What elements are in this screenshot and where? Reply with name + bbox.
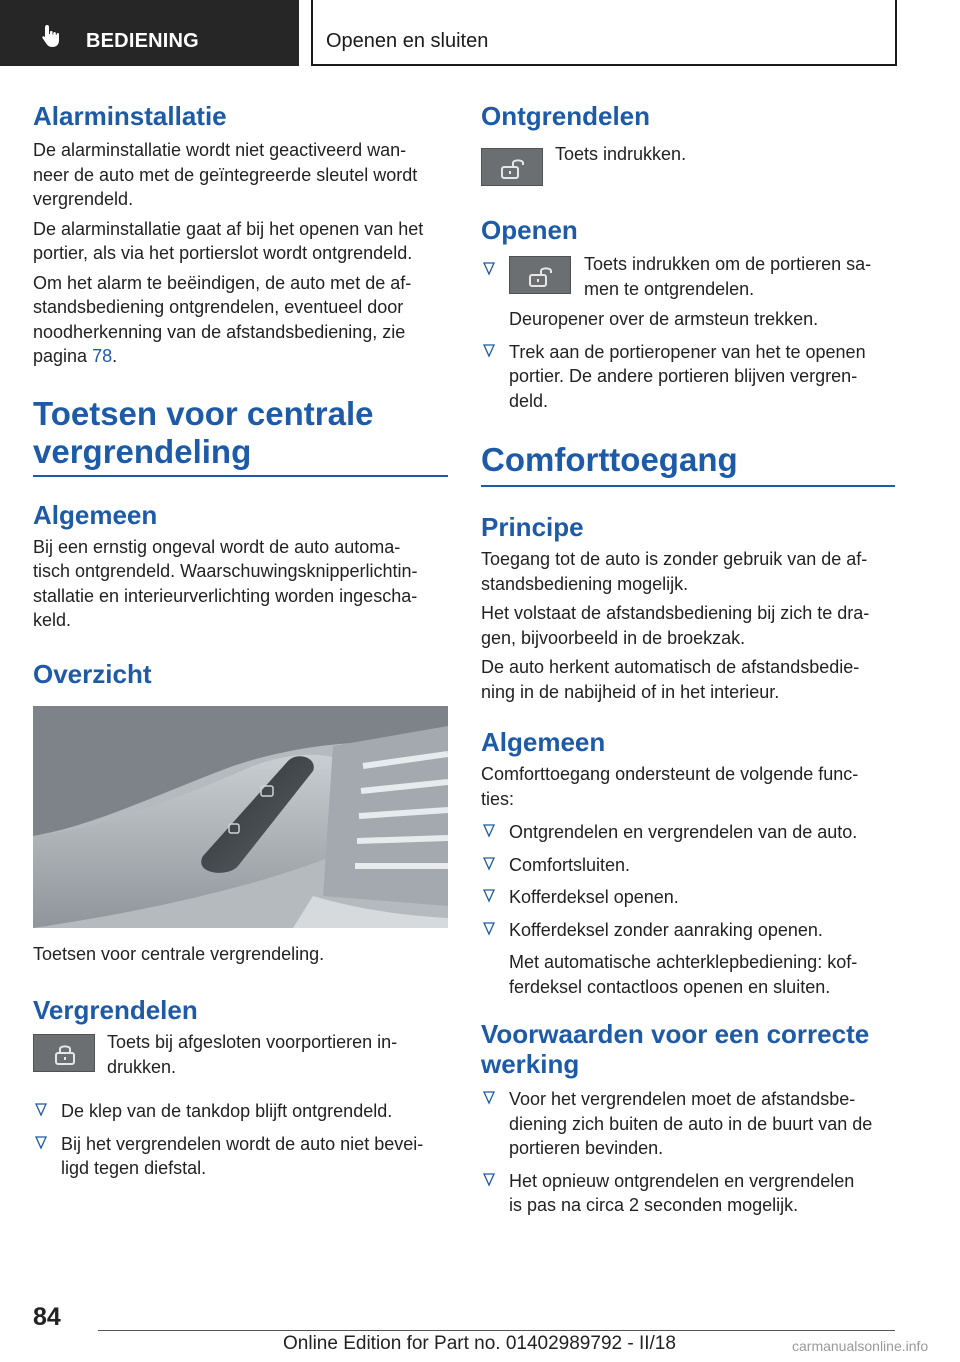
alarm-paragraph-3: Om het alarm te beëindigen, de auto met de af- standsbediening ontgrendelen, eventueel door noodherkenning van de afstandsbediening, zie pagina 78.: [33, 272, 412, 366]
feature-sub-note: Met automatische achterklepbediening: kof- ferdeksel contactloos openen en sluiten.: [509, 952, 858, 997]
lock-button-image: [33, 1034, 95, 1072]
photo-caption: Toetsen voor centrale vergrendeling.: [33, 943, 325, 964]
principe-paragraph-3: De auto herkent automatisch de afstandsbedie- ning in de nabijheid of in het interieur.: [481, 657, 860, 702]
watermark: carmanualsonline.info: [792, 1338, 929, 1354]
triangle-bullet-icon: [483, 889, 495, 903]
right-column: [481, 100, 895, 1218]
lock-instruction: Toets bij afgesloten voorportieren in- drukken.: [107, 1032, 398, 1077]
algemeen-paragraph-right: Comforttoegang ondersteunt de volgende func- ties:: [481, 764, 859, 809]
triangle-bullet-icon: [483, 1091, 495, 1105]
unlock-instruction: Toets indrukken.: [555, 144, 687, 164]
left-column: [33, 100, 448, 1181]
list-item: De klep van de tankdop blijft ontgrendeld.: [33, 1099, 448, 1124]
hand-icon: [38, 22, 66, 50]
principe-heading: Principe: [481, 512, 584, 542]
triangle-bullet-icon: [35, 1136, 47, 1150]
chapter-header: [311, 0, 897, 66]
door-panel-photo: [33, 706, 448, 928]
triangle-bullet-icon: [483, 1173, 495, 1187]
unlock-button-image: [509, 256, 571, 294]
triangle-bullet-icon: [35, 1103, 47, 1117]
list-item: Ontgrendelen en vergrendelen van de auto.: [481, 820, 895, 845]
alarm-paragraph-2: De alarminstallatie gaat af bij het openen van het portier, als via het portierslot wordt ontgrendeld.: [33, 218, 424, 263]
unlock-button-row: [481, 144, 895, 186]
list-item: Het opnieuw ontgrendelen en vergrendelen is pas na circa 2 seconden mogelijk.: [481, 1169, 895, 1218]
unlock-button-image: [481, 148, 543, 186]
unlock-icon: [501, 157, 525, 179]
door-panel-illustration: [33, 706, 448, 928]
list-item: Bij het vergrendelen wordt de auto niet bevei- ligd tegen diefstal.: [33, 1132, 448, 1181]
algemeen-heading: Algemeen: [33, 499, 158, 530]
alarm-paragraph-1: De alarminstallatie wordt niet geactiveerd wan- neer de auto met de geïntegreerde sleutel wordt vergrendeld.: [33, 140, 418, 209]
lock-button-row: [33, 1034, 448, 1079]
triangle-bullet-icon: [483, 824, 495, 838]
comfort-heading-block: [481, 441, 895, 487]
central-locking-heading: Toetsen voor centrale vergrendeling: [33, 394, 374, 470]
ontgrendelen-heading: Ontgrendelen: [481, 101, 651, 131]
edition-text: Online Edition for Part no. 01402989792 - II/18: [283, 1333, 676, 1354]
openen-list: [481, 256, 895, 413]
triangle-bullet-icon: [483, 344, 495, 358]
conditions-list: [481, 1087, 895, 1218]
chapter-title: Openen en sluiten: [326, 30, 489, 52]
page-number: 84: [33, 1303, 61, 1331]
vergrendelen-heading: Vergrendelen: [33, 995, 198, 1025]
list-item: Voor het vergrendelen moet de afstandsbe- diening zich buiten de auto in de buurt van de portieren bevinden.: [481, 1087, 895, 1161]
list-item: Kofferdeksel zonder aanraking openen. Met automatische achterklepbediening: kof- ferdeksel contactloos openen en sluiten.: [481, 918, 895, 1000]
triangle-bullet-icon: [483, 262, 495, 276]
section-label: BEDIENING: [86, 30, 199, 52]
list-item: Comfortsluiten.: [481, 853, 895, 878]
unlock-icon: [529, 265, 553, 287]
page-link-78[interactable]: 78: [92, 346, 113, 366]
features-list: [481, 820, 895, 999]
principe-paragraph-1: Toegang tot de auto is zonder gebruik van de af- standsbediening mogelijk.: [481, 549, 868, 594]
triangle-bullet-icon: [483, 857, 495, 871]
lock-icon: [53, 1043, 77, 1065]
voorwaarden-heading: Voorwaarden voor een correcte werking: [481, 1019, 870, 1079]
list-item: Toets indrukken om de portieren sa- men te ontgrendelen. Deuropener over de armsteun trekken.: [481, 256, 895, 332]
principe-paragraph-2: Het volstaat de afstandsbediening bij zich te dra- gen, bijvoorbeeld in de broekzak.: [481, 603, 870, 648]
section-tab: [0, 0, 299, 66]
alarm-heading: Alarminstallatie: [33, 101, 227, 131]
overzicht-heading: Overzicht: [33, 658, 152, 689]
list-item: Trek aan de portieropener van het te openen portier. De andere portieren blijven vergren- deld.: [481, 340, 895, 414]
openen-heading: Openen: [481, 215, 578, 245]
central-locking-heading-block: [33, 395, 448, 477]
lock-notes-list: [33, 1099, 448, 1181]
comfort-heading: Comforttoegang: [481, 441, 738, 478]
algemeen-paragraph: Bij een ernstig ongeval wordt de auto automa- tisch ontgrendeld. Waarschuwingsknipperlichtin- stallatie en interieurverlichting worden ingescha- keld.: [33, 536, 418, 630]
algemeen-heading-right: Algemeen: [481, 727, 606, 757]
triangle-bullet-icon: [483, 922, 495, 936]
openen-sub-note: Deuropener over de armsteun trekken.: [509, 309, 819, 329]
list-item: Kofferdeksel openen.: [481, 885, 895, 910]
footer-divider: [98, 1330, 895, 1331]
